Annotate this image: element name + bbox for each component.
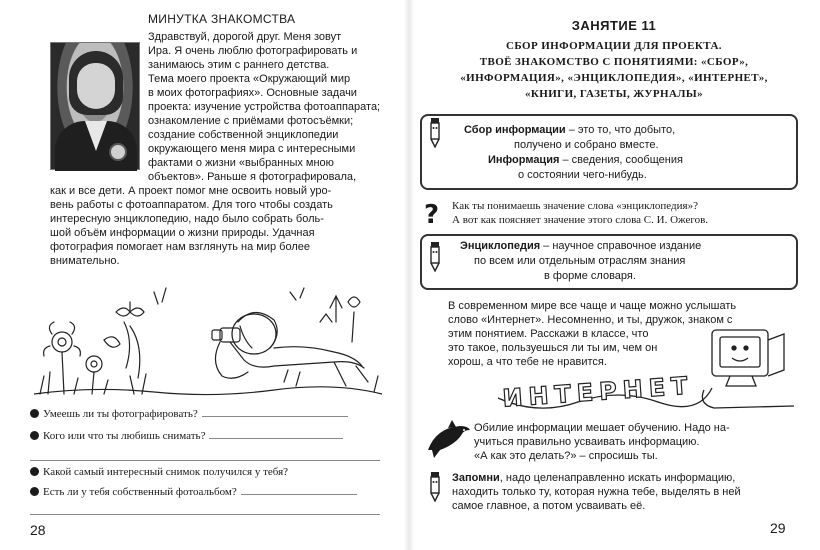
intro-line: занимаюсь этим с раннего детства.	[148, 59, 330, 71]
paragraph-line: «А как это делать?» – спросишь ты.	[474, 450, 658, 462]
definition-line: о состоянии чего-нибудь.	[518, 169, 647, 181]
question-line: А вот как поясняет значение этого слова С. И. Ожегов.	[452, 214, 709, 226]
question-row	[30, 430, 343, 442]
paragraph-line: слово «Интернет». Несомненно, и ты, дружок, знаком с	[448, 314, 733, 326]
definition-line: Информация – сведения, сообщения	[488, 154, 683, 166]
bullet-icon	[30, 467, 39, 476]
right-page	[408, 0, 820, 550]
intro-line: Ира. Я очень люблю фотографировать и	[148, 45, 358, 57]
lesson-subtitle: «ИНФОРМАЦИЯ», «ЭНЦИКЛОПЕДИЯ», «ИНТЕРНЕТ»,	[460, 72, 768, 84]
term: Сбор информации	[464, 124, 566, 136]
paragraph-line: В современном мире все чаще и чаще можно услышать	[448, 300, 737, 312]
pencil-mascot-icon	[428, 242, 442, 272]
question-line: Как ты понимаешь значение слова «энциклопедия»?	[452, 200, 698, 212]
page-number: 28	[30, 522, 46, 538]
intro-line: проекта: изучение устройства фотоаппарата;	[148, 101, 381, 113]
lesson-subtitle: ТВОЁ ЗНАКОМСТВО С ПОНЯТИЯМИ: «СБОР»,	[479, 56, 749, 68]
intro-line: создание собственной энциклопедии	[148, 129, 339, 141]
question-text: Кого или что ты любишь снимать?	[43, 430, 206, 442]
answer-line[interactable]	[202, 416, 348, 417]
girl-with-camera-illustration	[34, 282, 382, 402]
answer-line[interactable]	[30, 514, 380, 515]
bullet-icon	[30, 409, 39, 418]
term: Энциклопедия	[460, 240, 541, 252]
paragraph-line: учиться правильно усваивать информацию.	[474, 436, 700, 448]
intro-line: вень работы с фотоаппаратом. Для того чтобы создать	[50, 199, 333, 211]
intro-line: окружающего меня мира с интересными	[148, 143, 356, 155]
dolphin-icon	[426, 420, 472, 460]
question-row	[30, 466, 288, 478]
definition-line: Энциклопедия – научное справочное издание	[460, 240, 702, 252]
definition-line: в форме словаря.	[544, 270, 636, 282]
intro-line: Тема моего проекта «Окружающий мир	[148, 73, 351, 85]
pencil-mascot-icon	[428, 472, 442, 502]
paragraph-line: Обилие информации мешает обучению. Надо на-	[474, 422, 730, 434]
girl-photo	[50, 42, 140, 170]
question-text: Есть ли у тебя собственный фотоальбом?	[43, 486, 237, 498]
paragraph-line: это такое, пользуешься ли ты им, чем он	[448, 342, 658, 354]
lesson-subtitle: «КНИГИ, ГАЗЕТЫ, ЖУРНАЛЫ»	[524, 88, 703, 100]
term: Информация	[488, 154, 560, 166]
section-title: МИНУТКА ЗНАКОМСТВА	[148, 12, 296, 26]
intro-line: фактами о жизни «выбранных мною	[148, 157, 334, 169]
internet-computer-illustration	[498, 328, 798, 418]
intro-line: ознакомление с приёмами фотосъёмки;	[148, 115, 354, 127]
question-row	[30, 408, 348, 420]
internet-art-word: ИНТЕРНЕТ	[501, 371, 695, 413]
question-text: Какой самый интересный снимок получился у тебя?	[43, 466, 289, 478]
answer-line[interactable]	[241, 494, 357, 495]
lesson-title: ЗАНЯТИЕ 11	[571, 18, 657, 33]
question-text: Умеешь ли ты фотографировать?	[43, 408, 198, 420]
answer-line[interactable]	[30, 460, 380, 461]
definition-line: по всем или отдельным отраслям знания	[474, 255, 686, 267]
definition-line: Сбор информации – это то, что добыто,	[464, 124, 676, 136]
intro-line: внимательно.	[50, 255, 120, 267]
intro-line: шой объём информации о жизни природы. Удачная	[50, 227, 315, 239]
bullet-icon	[30, 431, 39, 440]
intro-line: фотография помогает нам взглянуть на мир более	[50, 241, 310, 253]
intro-line: объектов». Раньше я фотографировала,	[148, 171, 357, 183]
bullet-icon	[30, 487, 39, 496]
remember-line: находить только ту, которая нужна тебе, выделять в ней	[452, 486, 741, 498]
definition-line: получено и собрано вместе.	[514, 139, 659, 151]
intro-line: интересную энциклопедию, надо было собрать боль-	[50, 213, 324, 225]
answer-line[interactable]	[209, 438, 343, 439]
remember-label: Запомни	[452, 472, 500, 484]
pencil-mascot-icon	[428, 118, 442, 148]
question-row	[30, 486, 357, 498]
intro-line: Здравствуй, дорогой друг. Меня зовут	[148, 31, 342, 43]
intro-line: как и все дети. А проект помог мне освоить новый уро-	[50, 185, 332, 197]
question-mark-icon: ?	[424, 200, 440, 230]
remember-line: Запомни, надо целенаправленно искать информацию,	[452, 472, 736, 484]
paragraph-line: хорош, а что тебе не нравится.	[448, 356, 607, 368]
paragraph-line: этим понятием. Расскажи в классе, что	[448, 328, 649, 340]
remember-line: самое главное, а потом усваивать её.	[452, 500, 646, 512]
page-number: 29	[770, 520, 786, 536]
lesson-subtitle: СБОР ИНФОРМАЦИИ ДЛЯ ПРОЕКТА.	[506, 40, 722, 52]
left-page	[0, 0, 408, 550]
intro-line: в моих фотографиях». Основные задачи	[148, 87, 357, 99]
